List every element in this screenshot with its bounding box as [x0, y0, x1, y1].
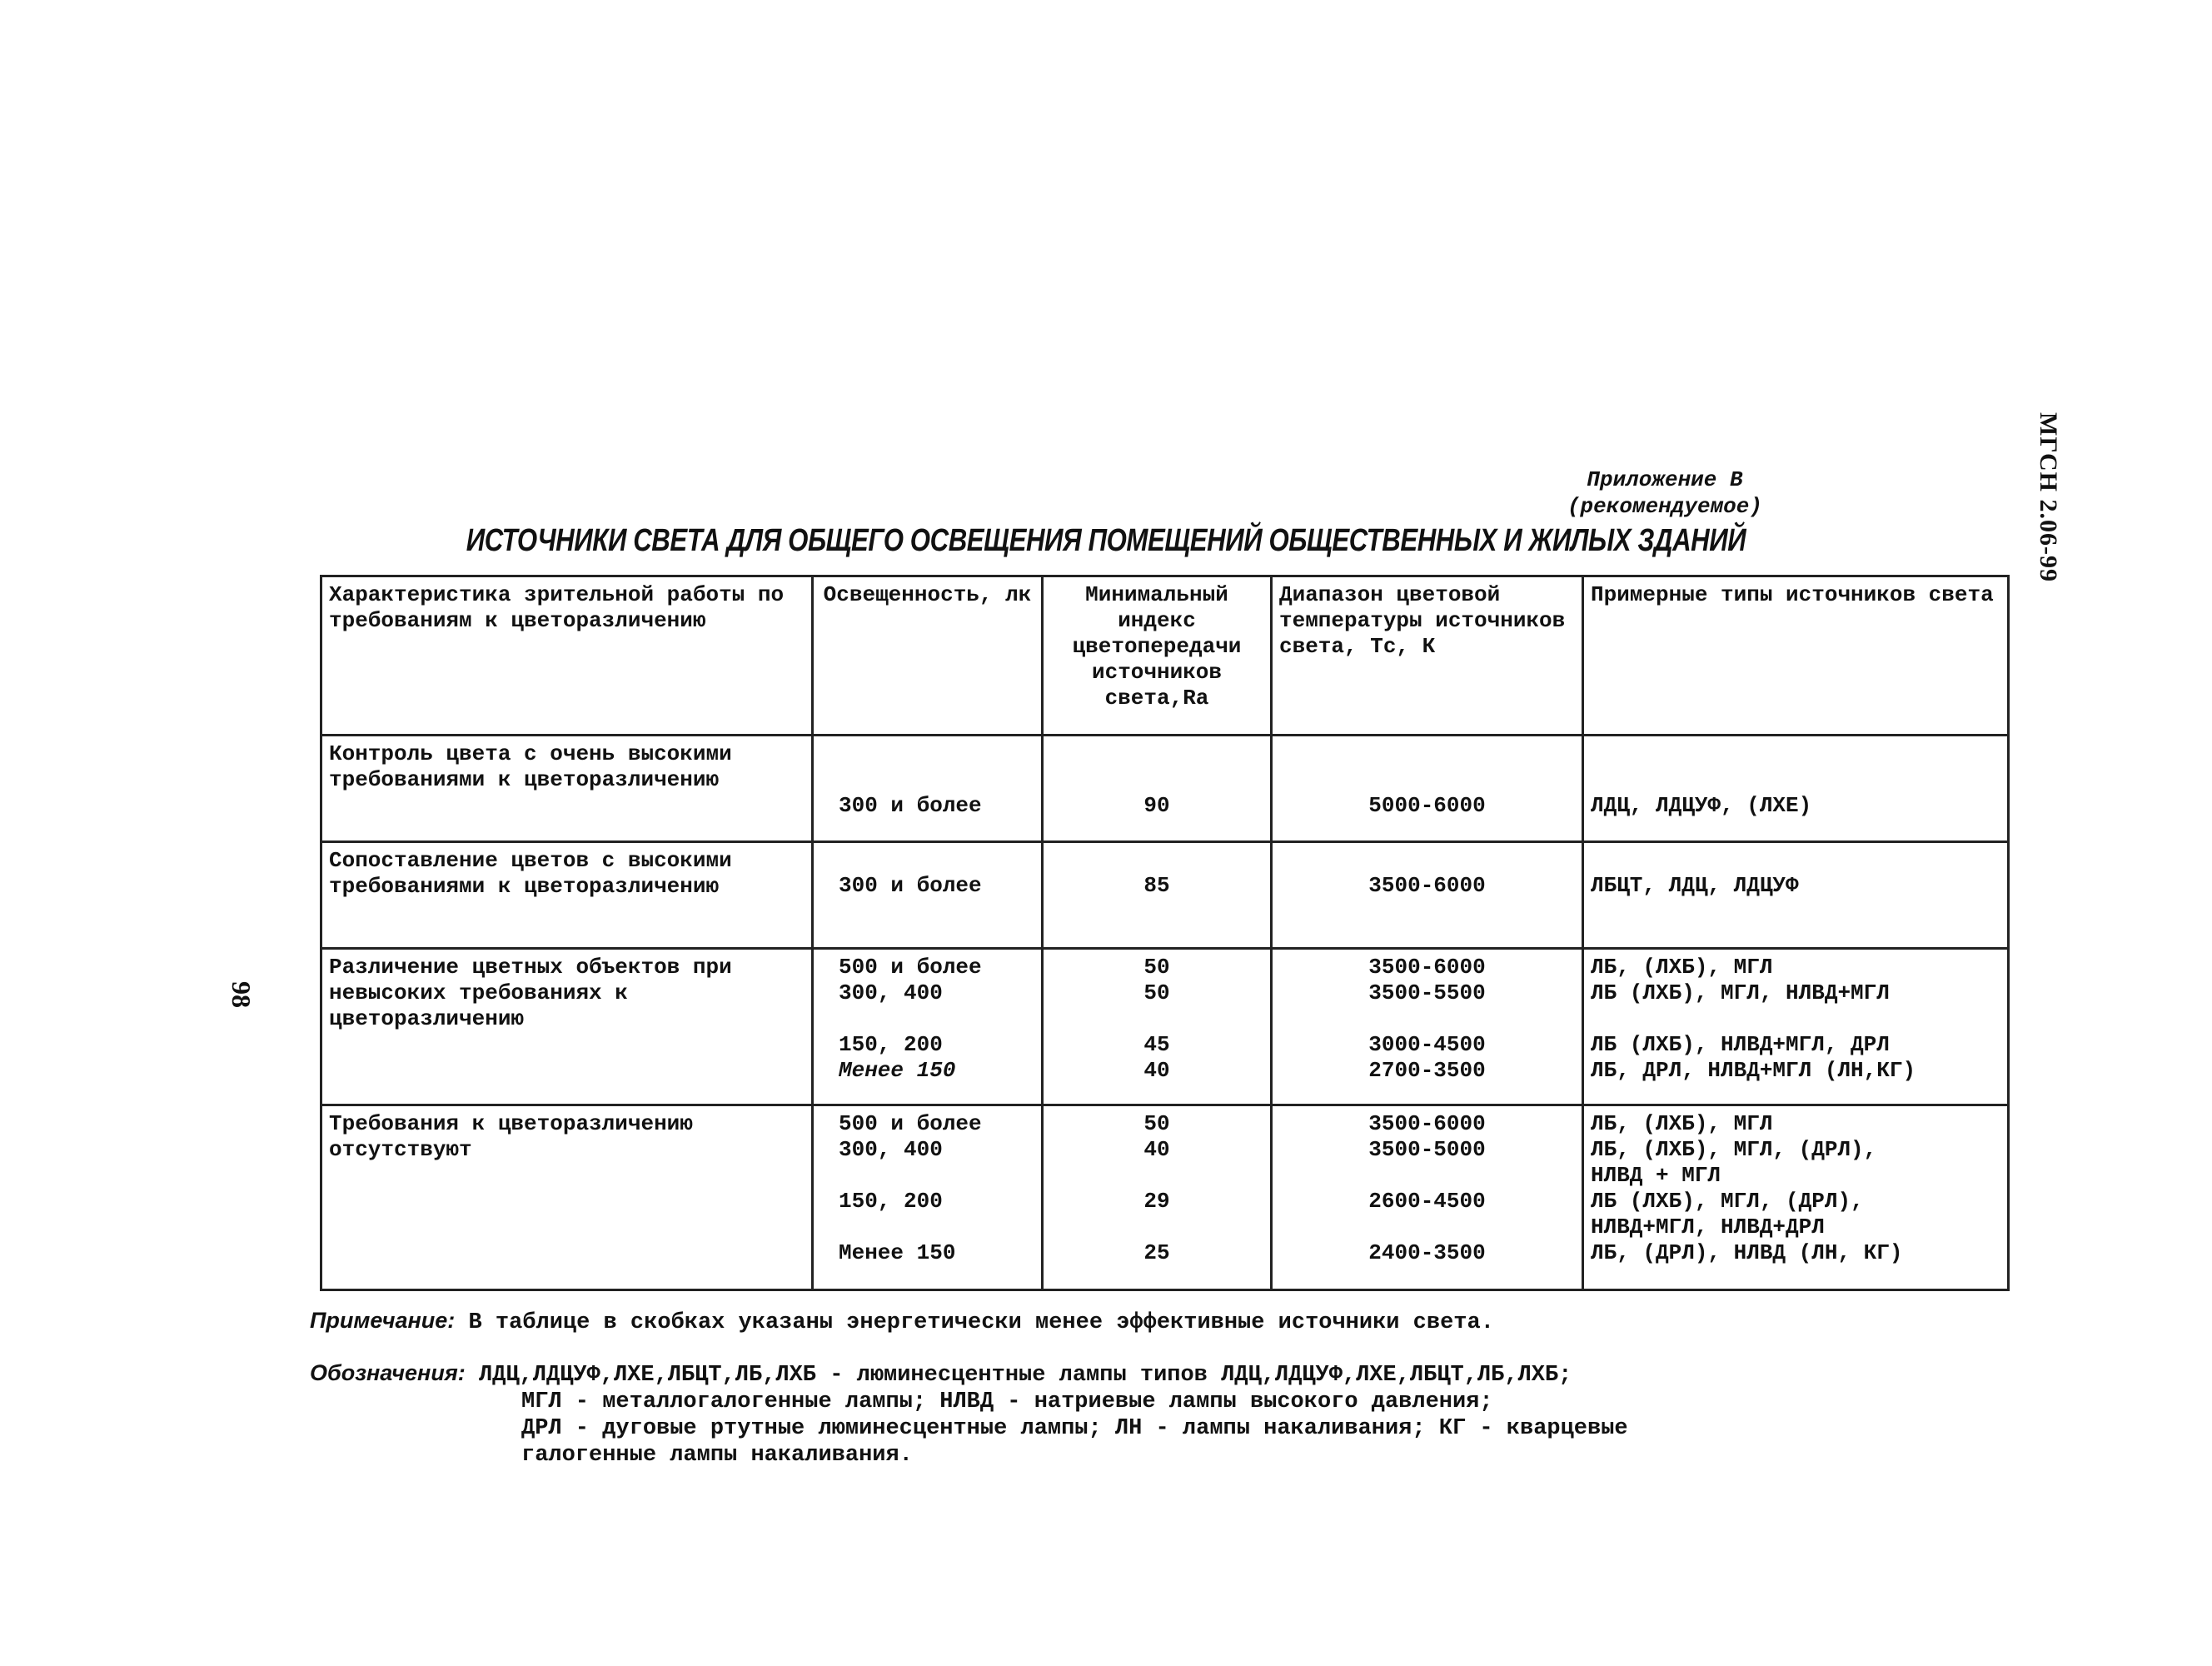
cell-ra: 85 — [1043, 842, 1272, 949]
cell-temperature: 3500-6000 — [1272, 842, 1583, 949]
cell-lamps: ЛБ, (ЛХБ), МГЛ ЛБ (ЛХБ), МГЛ, НЛВД+МГЛ ЛБ (ЛХБ), НЛВД+МГЛ, ДРЛ ЛБ, ДРЛ, НЛВД+МГЛ (ЛН,КГ) — [1583, 949, 2009, 1105]
appendix-line1: Приложение В — [1587, 467, 1743, 492]
cell-lamps: ЛБЦТ, ЛДЦ, ЛДЦУФ — [1583, 842, 2009, 949]
cell-lamps: ЛДЦ, ЛДЦУФ, (ЛХЕ) — [1583, 736, 2009, 842]
page-title: ИСТОЧНИКИ СВЕТА ДЛЯ ОБЩЕГО ОСВЕЩЕНИЯ ПОМЕЩЕНИЙ ОБЩЕСТВЕННЫХ И ЖИЛЫХ ЗДАНИЙ — [466, 523, 1746, 558]
cell-ra: 90 — [1043, 736, 1272, 842]
cell-characteristic: Сопоставление цветов с высокими требованиями к цветоразличению — [321, 842, 813, 949]
table-row — [321, 949, 2009, 1105]
table-row — [321, 842, 2009, 949]
cell-illuminance: 300 и более — [813, 736, 1043, 842]
cell-illuminance: 300 и более — [813, 842, 1043, 949]
header-illuminance: Освещенность, лк — [813, 576, 1043, 736]
cell-characteristic: Требования к цветоразличению отсутствуют — [321, 1105, 813, 1290]
page-number: 98 — [227, 981, 257, 1008]
header-color-temperature: Диапазон цветовой температуры источников света, Тс, К — [1272, 576, 1583, 736]
cell-ra: 50 50 45 40 — [1043, 949, 1272, 1105]
legend-line2: МГЛ - металлогалогенные лампы; НЛВД - натриевые лампы высокого давления; — [521, 1389, 1493, 1414]
table-header-row — [321, 576, 2009, 736]
appendix-line2: (рекомендуемое) — [1567, 494, 1762, 519]
table-row — [321, 1105, 2009, 1290]
document-code: МГСН 2.06-99 — [2035, 412, 2062, 582]
header-characteristic: Характеристика зрительной работы по требованиям к цветоразличению — [321, 576, 813, 736]
cell-illuminance: 500 и более 300, 400 150, 200 Менее 150 — [813, 1105, 1043, 1290]
header-ra-index: Минимальный индекс цветопередачи источников света,Ra — [1043, 576, 1272, 736]
legend-line4: галогенные лампы накаливания. — [521, 1443, 913, 1468]
table-note — [310, 1308, 1494, 1335]
note-label: Примечание: — [310, 1308, 456, 1333]
light-sources-table — [320, 575, 2010, 1291]
cell-temperature: 5000-6000 — [1272, 736, 1583, 842]
cell-ra: 50 40 29 25 — [1043, 1105, 1272, 1290]
cell-characteristic: Различение цветных объектов при невысоких требованиях к цветоразличению — [321, 949, 813, 1105]
header-lamp-types: Примерные типы источников света — [1583, 576, 2009, 736]
cell-temperature: 3500-6000 3500-5500 3000-4500 2700-3500 — [1272, 949, 1583, 1105]
appendix-label — [1567, 466, 1762, 520]
note-text: В таблице в скобках указаны энергетически менее эффективные источники света. — [468, 1310, 1494, 1335]
cell-illuminance: 500 и более 300, 400 150, 200 Менее 150 — [813, 949, 1043, 1105]
legend-label: Обозначения: — [310, 1360, 466, 1385]
legend-line3: ДРЛ - дуговые ртутные люминесцентные лампы; ЛН - лампы накаливания; КГ - кварцевые — [521, 1416, 1628, 1441]
cell-characteristic: Контроль цвета с очень высокими требованиями к цветоразличению — [321, 736, 813, 842]
cell-temperature: 3500-6000 3500-5000 2600-4500 2400-3500 — [1272, 1105, 1583, 1290]
legend-line1: ЛДЦ,ЛДЦУФ,ЛХЕ,ЛБЦТ,ЛБ,ЛХБ - люминесцентные лампы типов ЛДЦ,ЛДЦУФ,ЛХЕ,ЛБЦТ,ЛБ,ЛХБ; — [478, 1363, 1572, 1388]
cell-lamps: ЛБ, (ЛХБ), МГЛ ЛБ, (ЛХБ), МГЛ, (ДРЛ), НЛВД + МГЛ ЛБ (ЛХБ), МГЛ, (ДРЛ), НЛВД+МГЛ, НЛВД+ДРЛ ЛБ, (ДРЛ), НЛВД (ЛН, КГ) — [1583, 1105, 2009, 1290]
table-row — [321, 736, 2009, 842]
abbreviations-legend — [310, 1359, 1628, 1469]
